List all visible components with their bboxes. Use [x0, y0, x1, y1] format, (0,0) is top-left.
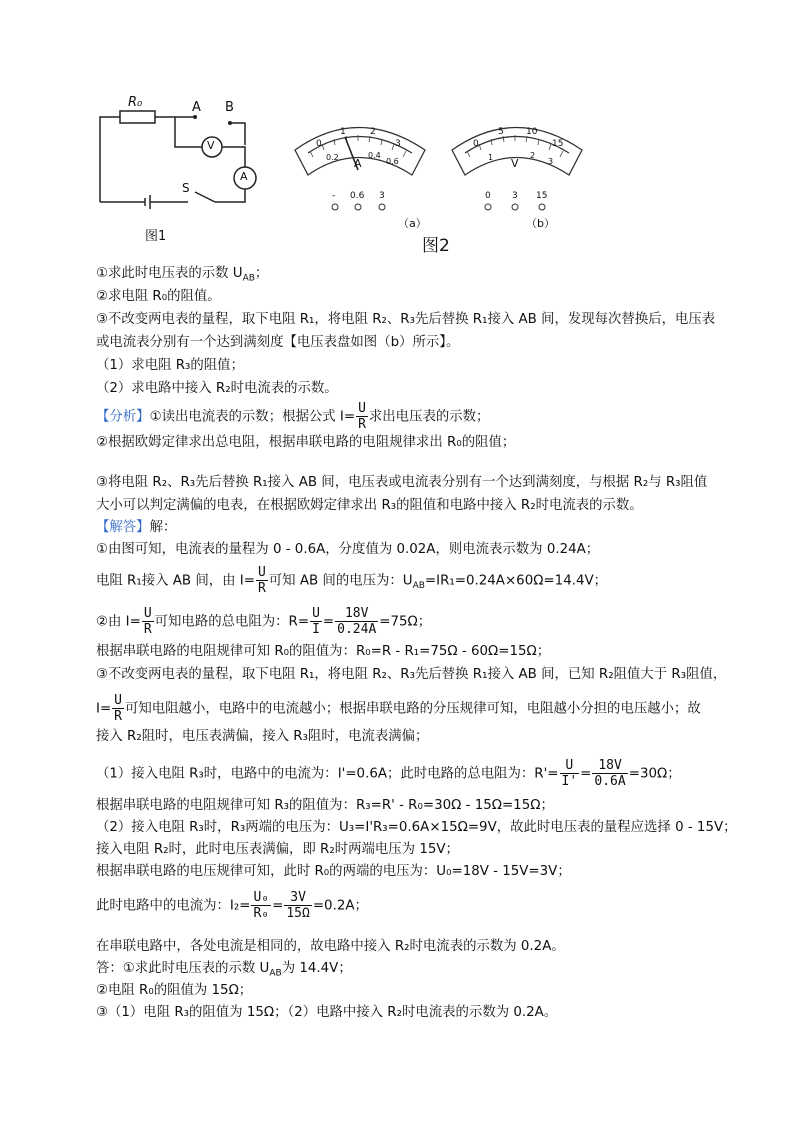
analysis-line: 大小可以判定满偏的电表，在根据欧姆定律求出 R₃的阻值和电路中接入 R₂时电流表的示数。: [96, 498, 643, 513]
question-line: ③不改变两电表的量程，取下电阻 R₁，将电阻 R₂、R₃先后替换 R₁接入 AB 间，发现每次替换后，电压表: [96, 312, 716, 327]
solution-line: 根据串联电路的电阻规律可知 R₃的阻值为：R₃=R' - R₀=30Ω - 15Ω=15Ω；: [96, 798, 554, 813]
r0-label: R₀: [128, 95, 143, 110]
fraction: $\frac{U}{I}$: [312, 606, 320, 637]
ammeter-symbol: A: [240, 170, 248, 183]
solution-line: 根据串联电路的电阻规律可知 R₀的阻值为：R₀=R - R₁=75Ω - 60Ω=15Ω；: [96, 644, 551, 659]
circuit-diagram: [90, 95, 610, 255]
solution-line: 此时电路中的电流为：I₂= $\frac{\text{U₀}}{\text{R₀}}$ = $\frac{3V}{15\Omega}$ =0.2A；: [96, 890, 368, 921]
fraction: $\frac{U}{R}$: [114, 693, 122, 724]
dial-a-tick: 3: [395, 139, 401, 149]
dial-b-inner: 2: [530, 151, 536, 160]
dial-a-unit: A: [354, 157, 362, 170]
dial-a-inner: 0.2: [326, 153, 339, 162]
dial-b-terminal: 15: [536, 191, 548, 201]
question-line: ②求电阻 R₀的阻值。: [96, 289, 221, 304]
answer-line: 答：①求此时电压表的示数 $U_{AB}$为 14.4V；: [96, 961, 352, 979]
dial-b-terminal: 3: [512, 191, 518, 201]
solution-line: ②由 I= $\frac{U}{R}$ 可知电路的总电阻为：R= $\frac{U}{I}$ = $\frac{18V}{0.24A}$ =75Ω；: [96, 606, 432, 637]
dial-b-tick: 15: [552, 139, 564, 149]
solution-line: （2）接入电阻 R₃时，R₃两端的电压为：U₃=I'R₃=0.6A×15Ω=9V，故此时电压表的量程应选择 0 - 15V；: [96, 820, 737, 835]
dial-b-terminal: 0: [485, 191, 491, 201]
answer-line: ③（1）电阻 R₃的阻值为 15Ω；（2）电路中接入 R₂时电流表的示数为 0.2A。: [96, 1005, 558, 1020]
dial-a-caption: （a）: [398, 217, 427, 230]
answer-line: ②电阻 R₀的阻值为 15Ω；: [96, 983, 253, 998]
solution-line: 在串联电路中，各处电流是相同的，故电路中接入 R₂时电流表的示数为 0.2A。: [96, 939, 565, 954]
fraction: $\frac{18V}{0.6A}$: [594, 758, 626, 789]
circuit-figure: [90, 95, 610, 255]
dial-a-terminal: 0.6: [350, 191, 365, 201]
analysis-line: ②根据欧姆定律求出总电阻，根据串联电路的电阻规律求出 R₀的阻值；: [96, 435, 516, 450]
fraction: $\frac{3V}{15\Omega}$: [286, 890, 310, 921]
dial-a-terminal: -: [332, 191, 336, 201]
question-line: 或电流表分别有一个达到满刻度【电压表盘如图（b）所示】。: [96, 335, 460, 350]
dial-a-inner: 0.6: [386, 157, 399, 166]
fraction: $\frac{U}{R}$: [143, 606, 152, 637]
dial-b-caption: （b）: [526, 217, 555, 230]
solution-line: 根据串联电路的电压规律可知，此时 R₀的两端的电压为：U₀=18V - 15V=3V；: [96, 864, 571, 879]
question-line: （2）求电路中接入 R₂时电流表的示数。: [96, 381, 338, 396]
dial-b-tick: 5: [498, 127, 504, 137]
fraction: $\frac{18V}{0.24A}$: [337, 606, 377, 637]
solution-line: ③不改变两电表的量程，取下电阻 R₁，将电阻 R₂、R₃先后替换 R₁接入 AB 间，已知 R₂阻值大于 R₃阻值，: [96, 667, 727, 682]
solution-line: （1）接入电阻 R₃时，电路中的电流为：I'=0.6A；此时电路的总电阻为：R'= $\frac{U}{I'}$ = $\frac{18V}{0.6A}$ =30Ω；: [96, 758, 681, 789]
solution-line: I= $\frac{U}{R}$ 可知电阻越小，电路中的电流越小；根据串联电路的分压规律可知，电阻越小分担的电压越小；故: [96, 693, 701, 724]
dial-a-terminal: 3: [379, 191, 385, 201]
dial-b-unit: V: [511, 157, 519, 170]
dial-a-tick: 0: [316, 139, 322, 149]
analysis-line: ③将电阻 R₂、R₃先后替换 R₁接入 AB 间，电压表或电流表分别有一个达到满刻度，与根据 R₂与 R₃阻值: [96, 475, 708, 490]
dial-a-tick: 2: [370, 127, 376, 137]
dial-b-tick: 10: [526, 127, 538, 137]
solution-line: 接入 R₂阻时，电压表满偏，接入 R₃阻时，电流表满偏；: [96, 729, 429, 744]
terminal-a-label: A: [192, 100, 201, 115]
switch-label: S: [182, 181, 190, 195]
dial-b-inner: 3: [548, 157, 554, 166]
dial-b-tick: 0: [473, 139, 479, 149]
solution-header: 【解答】解：: [96, 520, 177, 535]
analysis-line: 【分析】①读出电流表的示数；根据公式 I= $\frac{U}{R}$ 求出电压表的示数；: [96, 401, 490, 432]
figure-1-caption: 图1: [145, 229, 167, 244]
solution-line: ①由图可知，电流表的量程为 0 - 0.6A，分度值为 0.02A，则电流表示数为 0.24A；: [96, 542, 600, 557]
fraction: $\frac{U}{R}$: [257, 565, 266, 596]
fraction: $\frac{U}{I'}$: [561, 758, 578, 789]
solution-tag: 【解答】: [96, 520, 150, 535]
fraction: $\frac{U}{R}$: [358, 401, 366, 432]
voltmeter-symbol: V: [207, 139, 215, 152]
analysis-tag: 【分析】: [96, 409, 150, 425]
solution-line: 电阻 R₁接入 AB 间，由 I= $\frac{U}{R}$ 可知 AB 间的电压为：$U_{AB}=IR_1=0.24A\times 60\Omega=14.4V$；: [96, 565, 608, 596]
solution-line: 接入电阻 R₂时，此时电压表满偏，即 R₂时两端电压为 15V；: [96, 842, 459, 857]
question-line: ①求此时电压表的示数 $U_{AB}$；: [96, 266, 269, 284]
question-line: （1）求电阻 R₃的阻值；: [96, 358, 244, 373]
dial-a-tick: 1: [340, 127, 346, 137]
dial-a-inner: 0.4: [368, 151, 381, 160]
figure-2-caption: 图2: [422, 236, 450, 256]
fraction: $\frac{\text{U₀}}{\text{R₀}}$: [253, 890, 270, 921]
terminal-b-label: B: [225, 100, 234, 115]
dial-b-inner: 1: [488, 153, 494, 162]
